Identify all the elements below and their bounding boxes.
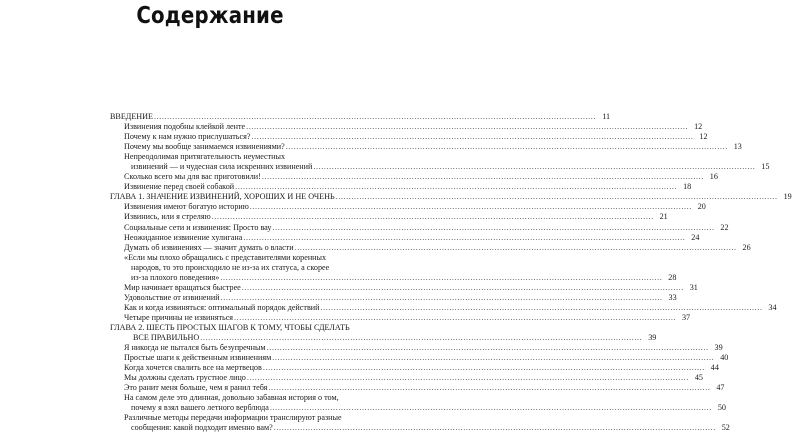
toc-entry[interactable] (110, 182, 692, 192)
dot-leader (272, 223, 714, 233)
toc-entry[interactable] (110, 383, 725, 393)
toc-entry-page-number: 12 (694, 122, 703, 132)
toc-entry[interactable] (110, 222, 729, 233)
toc-entry-page-number: 22 (720, 222, 729, 232)
dot-leader (268, 383, 710, 393)
dot-leader (320, 303, 762, 313)
toc-entry[interactable] (110, 122, 703, 132)
toc-entry[interactable] (110, 252, 677, 283)
table-of-contents (110, 112, 792, 434)
toc-entry-title: Четыре причины не извиняться (124, 312, 234, 322)
toc-entry[interactable] (110, 373, 703, 383)
toc-entry-title: Извинись, или я стреляю (124, 212, 211, 222)
toc-entry-title: Почему мы вообще занимаемся извинениями? (124, 142, 285, 152)
toc-entry[interactable] (110, 393, 726, 413)
toc-entry-title: ВВЕДЕНИЕ (110, 112, 154, 121)
toc-entry[interactable] (110, 312, 691, 323)
toc-entry[interactable] (110, 353, 729, 363)
dot-leader (313, 162, 755, 172)
dot-leader (247, 373, 689, 383)
toc-entry-title-line: ГЛАВА 2. ШЕСТЬ ПРОСТЫХ ШАГОВ К ТОМУ, ЧТОБЫ СДЕЛАТЬ (110, 322, 350, 332)
toc-entry-title: Думать об извинениях — значит думать о власти (124, 242, 294, 252)
dot-leader (243, 233, 685, 243)
dot-leader (270, 403, 712, 413)
dot-leader (246, 122, 688, 132)
toc-entry[interactable] (110, 202, 706, 212)
dot-leader (286, 142, 728, 152)
dot-leader (251, 132, 693, 142)
toc-entry[interactable] (110, 142, 742, 152)
toc-entry-page-number: 44 (710, 363, 719, 373)
dot-leader (212, 212, 654, 222)
toc-entry-title: Как и когда извиняться: оптимальный порядок действий (124, 302, 320, 312)
toc-entry-title: Сколько всего мы для вас приготовили! (124, 172, 261, 182)
toc-entry-page-number: 28 (668, 272, 677, 282)
dot-leader (154, 112, 596, 122)
toc-entry-title-line: народов, то это происходило не из-за их статуса, а скорее (131, 262, 330, 272)
toc-entry[interactable] (110, 112, 611, 122)
toc-entry-page-number: 13 (733, 142, 742, 152)
toc-entry-page-number: 39 (648, 333, 657, 343)
toc-entry-title: Простые шаги к действенным извинениям (124, 353, 272, 363)
dot-leader (234, 313, 676, 323)
toc-entry-title: Это ранит меня больше, чем я ранил тебя (124, 383, 268, 393)
dot-leader (262, 172, 704, 182)
dot-leader (336, 192, 778, 202)
toc-entry-page-number: 24 (691, 232, 700, 242)
toc-entry[interactable] (110, 212, 668, 222)
toc-entry-title: Почему к нам нужно прислушаться? (124, 132, 251, 142)
toc-entry-title: ВСЕ ПРАВИЛЬНО (133, 333, 200, 343)
toc-entry-page-number: 26 (742, 242, 751, 252)
toc-entry-title: Социальные сети и извинения: Просто вау (124, 222, 272, 232)
toc-entry-page-number: 11 (602, 112, 611, 121)
toc-entry[interactable] (110, 232, 700, 243)
toc-entry-page-number: 40 (720, 353, 729, 363)
toc-entry[interactable] (110, 152, 770, 172)
dot-leader (220, 273, 662, 283)
dot-leader (267, 343, 709, 353)
dot-leader (221, 293, 663, 303)
toc-entry[interactable] (110, 302, 777, 313)
toc-entry-title: почему я взял вашего летного верблюда (131, 403, 269, 413)
toc-entry-page-number: 45 (694, 373, 703, 383)
toc-entry[interactable] (110, 192, 792, 202)
toc-entry[interactable] (110, 413, 730, 433)
dot-leader (274, 423, 716, 433)
dot-leader (242, 283, 684, 293)
toc-entry[interactable] (110, 172, 718, 182)
toc-entry-title: сообщения: какой подходит именно вам? (131, 423, 273, 433)
toc-entry-page-number: 20 (697, 202, 706, 212)
page-title: Содержание (136, 3, 284, 29)
toc-entry-title-line: Непреодолимая притягательность неуместных (124, 152, 286, 162)
dot-leader (295, 243, 737, 253)
dot-leader (250, 202, 692, 212)
toc-entry-title: Мы должны сделать грустное лицо (124, 373, 246, 383)
toc-entry-title: Извинения подобны клейкой ленте (124, 122, 246, 132)
dot-leader (263, 363, 705, 373)
toc-entry-title: из-за плохого поведения» (131, 272, 220, 282)
toc-entry-title: Неожиданное извинение хулигана (124, 232, 243, 242)
toc-entry[interactable] (110, 363, 719, 373)
toc-entry-title: Извинения имеют богатую историю (124, 202, 249, 212)
toc-entry-page-number: 47 (716, 383, 725, 393)
toc-entry-title: Мир начинает вращаться быстрее (124, 282, 241, 292)
toc-entry-title: Когда хочется свалить все на мертвецов (124, 363, 262, 373)
toc-entry-page-number: 50 (717, 403, 726, 413)
toc-entry-page-number: 16 (709, 172, 718, 182)
toc-entry-page-number: 19 (783, 192, 792, 202)
toc-entry-page-number: 31 (689, 282, 698, 292)
toc-entry-title-line: Различные методы передачи информации транслируют разные (124, 413, 342, 423)
toc-entry-page-number: 37 (681, 312, 691, 322)
toc-entry-page-number: 12 (699, 132, 708, 142)
toc-entry[interactable] (110, 132, 708, 142)
toc-entry-page-number: 18 (683, 182, 692, 192)
toc-entry-page-number: 52 (721, 423, 730, 433)
toc-entry[interactable] (110, 292, 677, 303)
toc-entry-title: Я никогда не пытался быть безупречным (124, 343, 266, 353)
toc-entry[interactable] (110, 322, 657, 343)
toc-entry-title: извинений — и чудесная сила искренних извинений (131, 162, 313, 172)
toc-entry-page-number: 21 (659, 212, 668, 222)
toc-entry-page-number: 39 (714, 343, 723, 353)
toc-entry-title-line: «Если мы плохо обращались с представителями коренных (124, 252, 327, 262)
toc-entry-page-number: 33 (668, 292, 677, 302)
toc-entry[interactable] (110, 282, 698, 293)
toc-entry-title-line: На самом деле это длинная, довольно забавная история о том, (124, 393, 339, 403)
toc-entry-page-number: 34 (768, 302, 777, 312)
toc-entry[interactable] (110, 343, 723, 353)
toc-entry[interactable] (110, 242, 751, 253)
toc-entry-title: ГЛАВА 1. ЗНАЧЕНИЕ ИЗВИНЕНИЙ, ХОРОШИХ И НЕ ОЧЕНЬ (110, 192, 335, 202)
dot-leader (200, 333, 642, 343)
toc-entry-title: Удовольствие от извинений (124, 292, 220, 302)
toc-entry-page-number: 15 (761, 162, 770, 172)
dot-leader (235, 182, 677, 192)
toc-entry-title: Извинение перед своей собакой (124, 182, 235, 192)
dot-leader (272, 353, 714, 363)
